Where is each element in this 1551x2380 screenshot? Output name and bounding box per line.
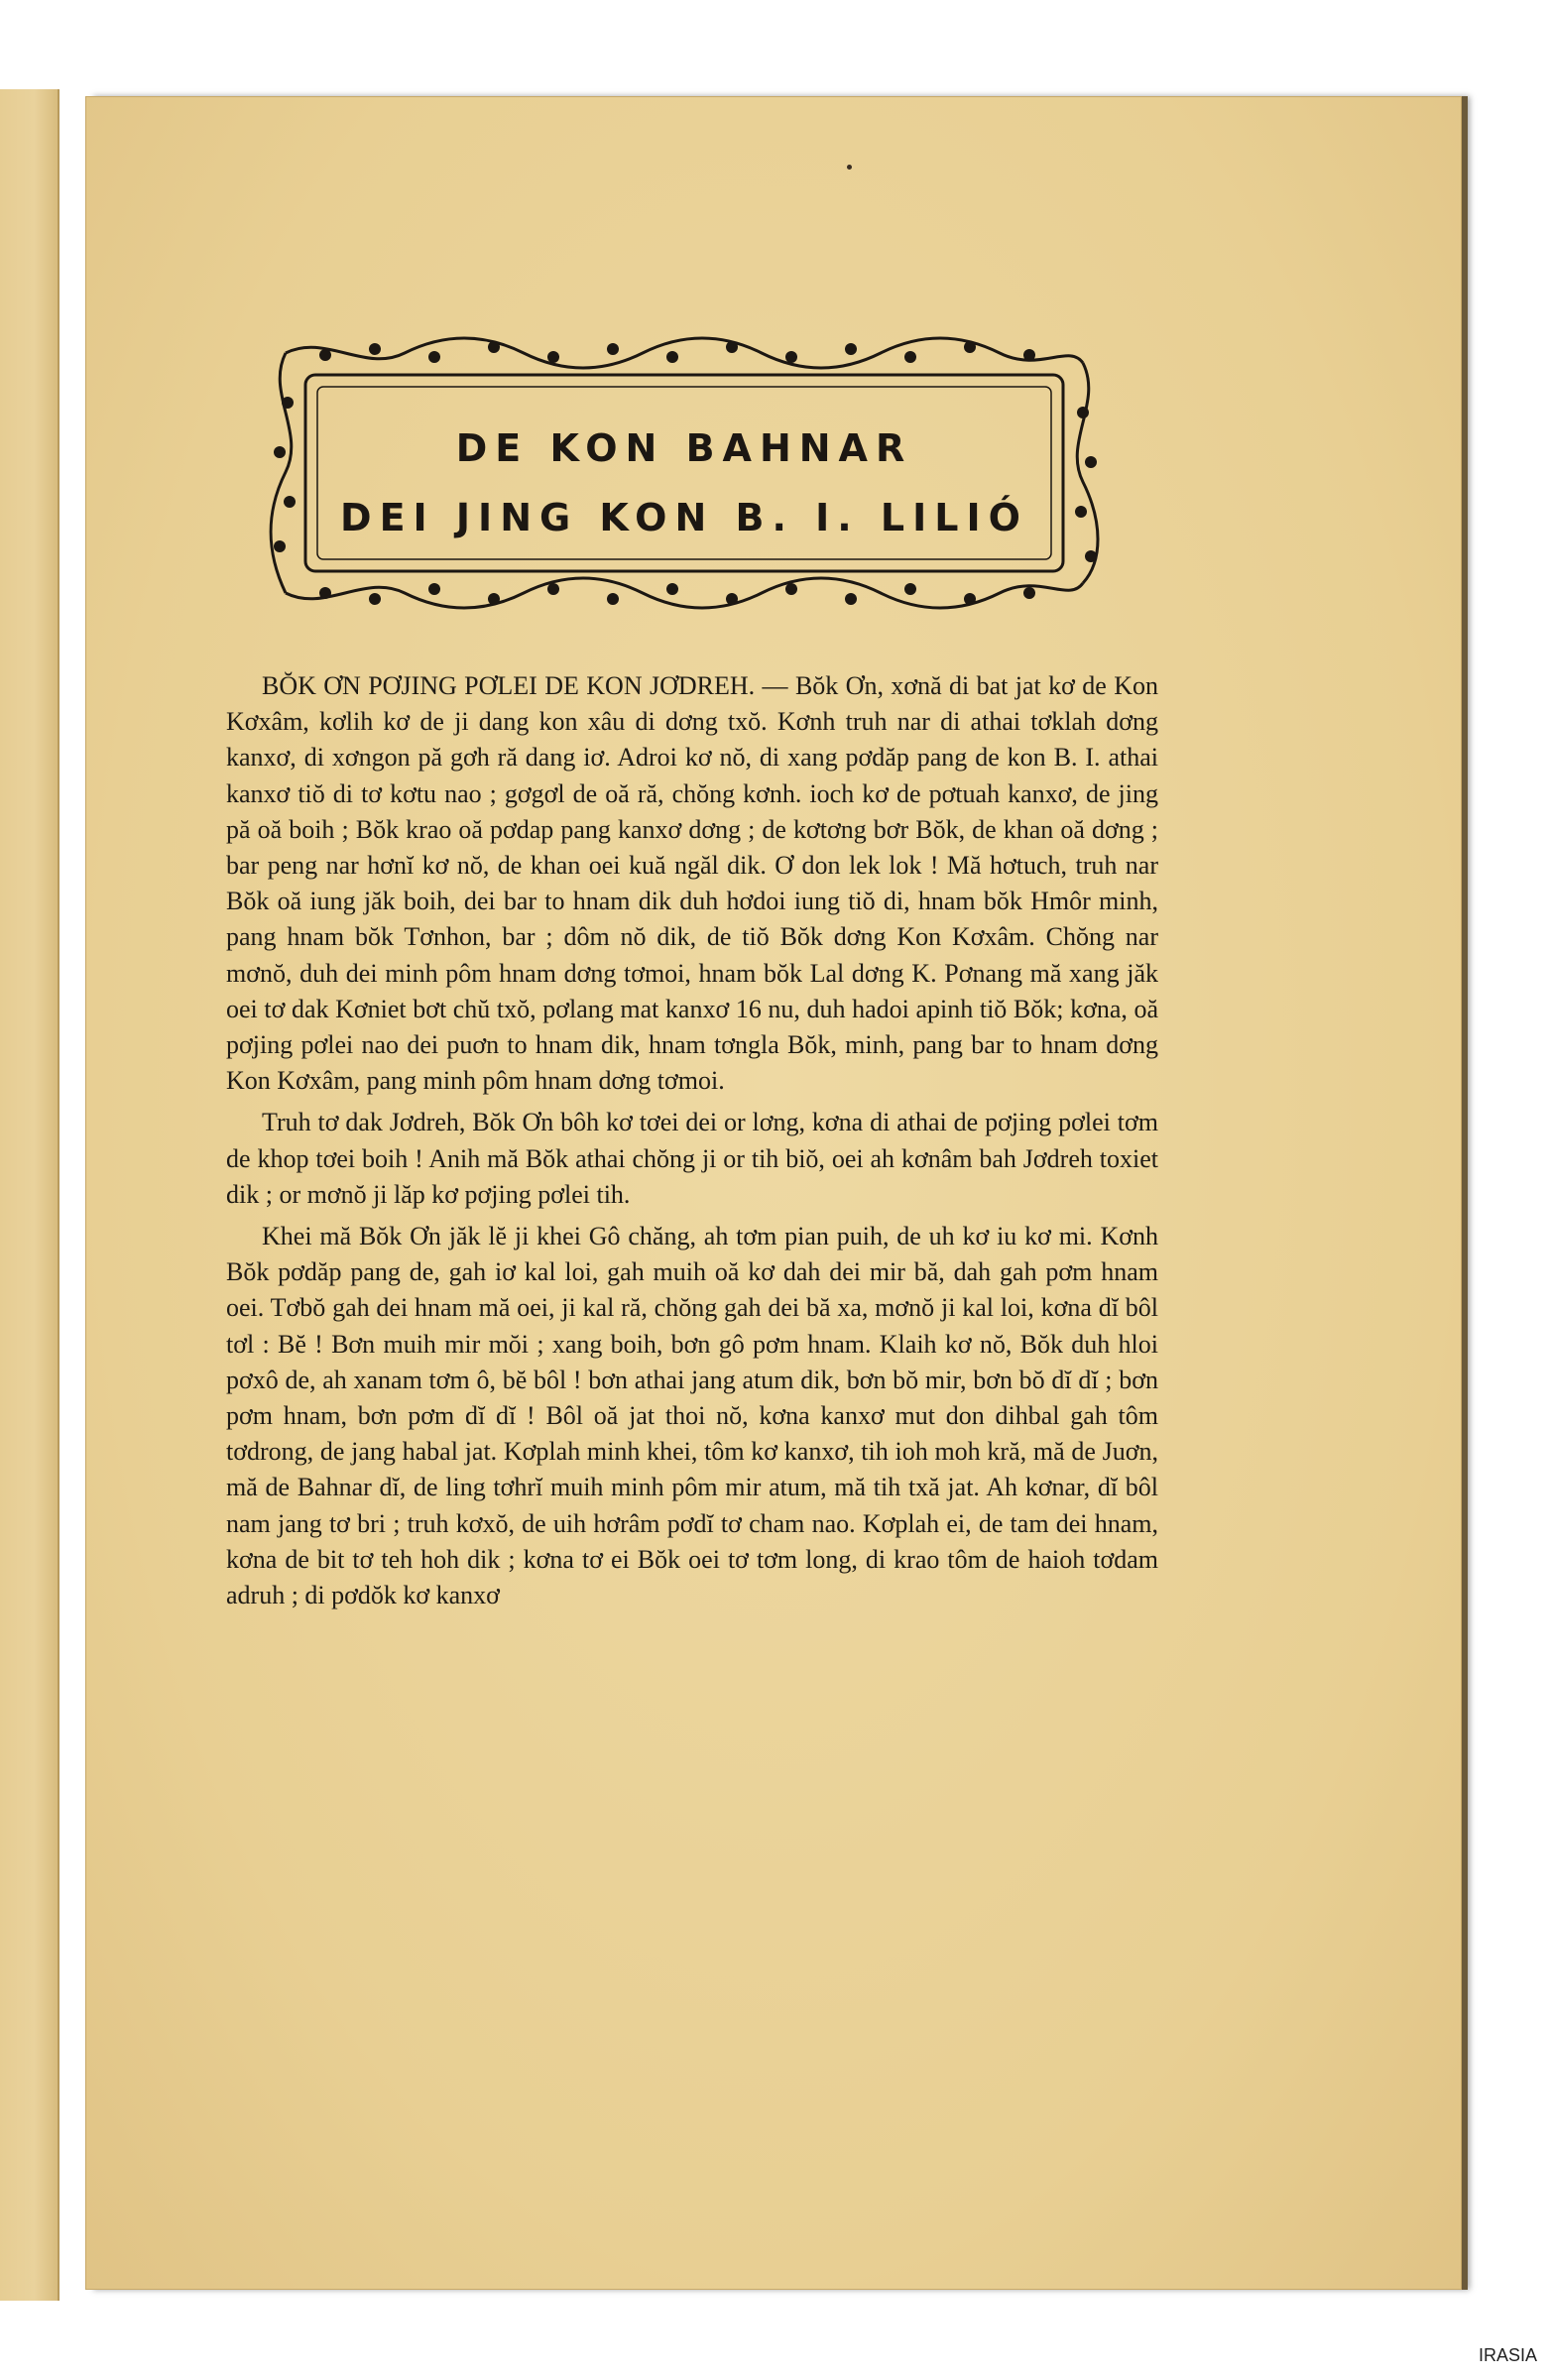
- ink-dot: [847, 165, 852, 170]
- title-line-1: DE KON BAHNAR: [455, 426, 913, 470]
- vine-border-ornament: [266, 333, 1103, 613]
- paragraph: BŎK ƠN PƠJING PƠLEI DE KON JƠDREH. — Bŏk Ơn, xơnă di bat jat kơ de Kon Kơxâm, kơlih kơ de ji dang kon xâu di dơng txŏ. Kơnh truh nar di athai tơklah dơng kanxơ, di xơngon pă gơh ră dang iơ. Adroi kơ nŏ, di xang pơdăp pang de kon B. I. athai kanxơ tiŏ di tơ kơtu nao ; gơgơl de oă ră, chŏng kơnh. ioch kơ de pơtuah kanxơ, de jing pă oă boih ; Bŏk krao oă pơdap pang kanxơ dơng ; de kơtơng bơr Bŏk, de khan oă dơng ; bar peng nar hơnĭ kơ nŏ, de khan oei kuă ngăl dik. Ơ don lek lok ! Mă hơtuch, truh nar Bŏk oă iung jăk boih, dei bar to hnam dik duh hơdoi iung tiŏ di, hnam bŏk Hmôr minh, pang hnam bŏk Tơnhon, bar ; dôm nŏ dik, de tiŏ Bŏk dơng Kon Kơxâm. Chŏng nar mơnŏ, duh dei minh pôm hnam dơng tơmoi, hnam bŏk Lal dơng K. Pơnang mă xang jăk oei tơ dak Kơniet bơt chŭ txŏ, pơlang mat kanxơ 16 nu, duh hadoi apinh tiŏ Bŏk; kơna, oă pơjing pơlei nao dei puơn to hnam dik, hnam tơngla Bŏk, minh, pang bar to hnam dơng Kon Kơxâm, pang minh pôm hnam dơng tơmoi.: [226, 671, 1158, 1096]
- paragraph: Khei mă Bŏk Ơn jăk lĕ ji khei Gô chăng, ah tơm pian puih, de uh kơ iu kơ mi. Kơnh Bŏk pơdăp pang de, gah iơ kal loi, gah muih oă kơ dah dei mir bă, dah gah pơm hnam oei. Tơbŏ gah dei hnam mă oei, ji kal ră, chŏng gah dei bă xa, mơnŏ ji kal loi, kơna dĭ bôl tơl : Bĕ ! Bơn muih mir mŏi ; xang boih, bơn gô pơm hnam. Klaih kơ nŏ, Bŏk duh hloi pơxô de, ah xanam tơm ô, bĕ bôl ! bơn athai jang atum dik, bơn bŏ mir, bơn bŏ dĭ dĭ ; bơn pơm hnam, bơn pơm dĭ dĭ ! Bôl oă jat thoi nŏ, kơna kanxơ mut don dihbal gah tôm tơdrong, de jang habal jat. Kơplah minh khei, tôm kơ kanxơ, tih ioh moh kră, mă de Juơn, mă de Bahnar dĭ, de ling tơhrĭ muih minh pôm mir atum, mă tih txă jat. Ah kơnar, dĭ bôl nam jang tơ bri ; truh kơxŏ, de uih hơrâm pơdĭ tơ cham nao. Kơplah ei, de tam dei hnam, kơna de bit tơ teh hoh dik ; kơna tơ ei Bŏk oei tơ tơm long, di krao tôm de haioh tơdam adruh ; di pơdŏk kơ kanxơ: [226, 1222, 1158, 1610]
- ornamental-title-frame: [266, 333, 1103, 613]
- paragraph: Truh tơ dak Jơdreh, Bŏk Ơn bôh kơ tơei dei or lơng, kơna di athai de pơjing pơlei tơm de khop tơei boih ! Anih mă Bŏk athai chŏng ji or tih biŏ, oei ah kơnâm bah Jơdreh toxiet dik ; or mơnŏ ji lăp kơ pơjing pơlei tih.: [226, 1108, 1158, 1209]
- watermark: IRASIA: [1478, 2345, 1537, 2365]
- title-line-2: DEI JING KON B. I. LILIÓ: [340, 496, 1028, 539]
- adjacent-page-edge: [0, 89, 60, 2301]
- body-text: [226, 668, 1158, 1619]
